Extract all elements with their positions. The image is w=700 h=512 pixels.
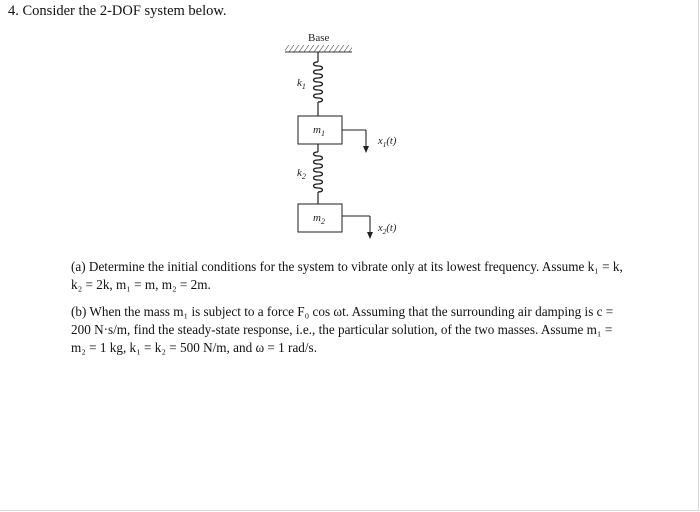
part-b-line3: m₂ = 1 kg, k₁ = k₂ = 500 N/m, and ω = 1 rad/s. <box>71 340 317 355</box>
mass2-label: $m_2$ <box>313 212 325 226</box>
question-title: 4. Consider the 2-DOF system below. <box>8 3 227 19</box>
base-label: Base <box>308 32 330 44</box>
spring2-label: $k_2$ <box>297 167 306 181</box>
disp2-label: $x_2(t)$ <box>378 223 397 236</box>
part-a-line1: (a) Determine the initial conditions for the system to vibrate only at its lowest frequency. Assume k₁ = k, <box>71 259 623 274</box>
part-b-line1: (b) When the mass m₁ is subject to a force F₀ cos ωt. Assuming that the surrounding air damping is c = <box>71 304 614 319</box>
part-b-text <box>71 303 651 357</box>
part-a-text <box>71 258 651 294</box>
base-hatch <box>285 45 352 52</box>
mass1-label: $m_1$ <box>313 124 325 138</box>
disp1-label: $x_1(t)$ <box>378 136 397 149</box>
spring1-label: $k_1$ <box>297 77 306 91</box>
part-b-line2: 200 N·s/m, find the steady-state response, i.e., the particular solution, of the two masses. Assume m₁ = <box>71 322 613 337</box>
part-a-line2: k₂ = 2k, m₁ = m, m₂ = 2m. <box>71 277 211 292</box>
displacement-x1-arrow <box>342 130 369 153</box>
spring-k2 <box>314 144 323 204</box>
spring-k1 <box>314 52 323 116</box>
displacement-x2-arrow <box>342 216 373 239</box>
